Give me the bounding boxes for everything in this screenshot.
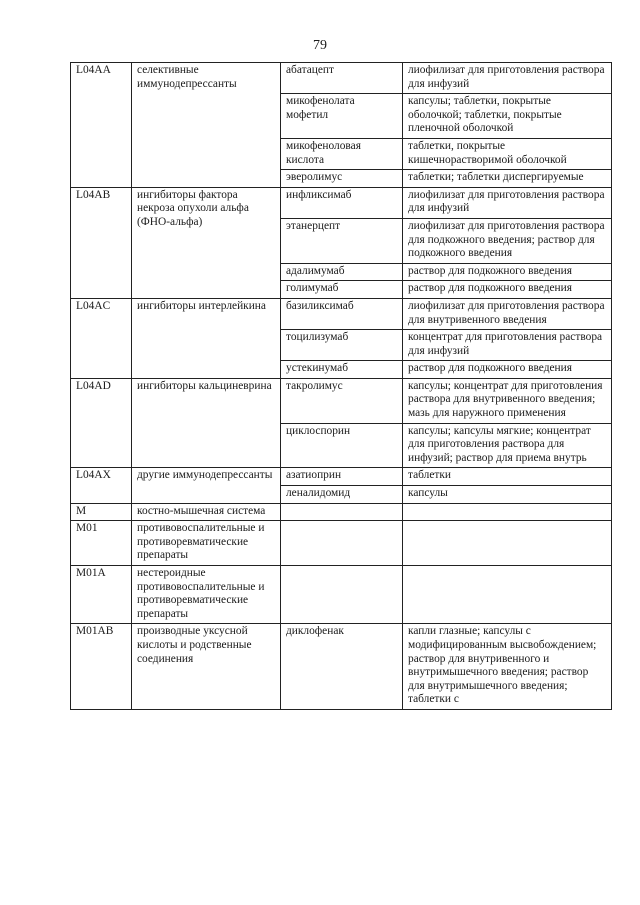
dosage-form: концентрат для приготовления раствора для инфузий bbox=[403, 330, 612, 361]
group-row bbox=[71, 63, 612, 94]
dosage-form: таблетки bbox=[403, 468, 612, 486]
drug-name: такролимус bbox=[281, 378, 403, 423]
atc-code: L04AD bbox=[71, 378, 132, 468]
atc-code: L04AC bbox=[71, 298, 132, 378]
dosage-form: раствор для подкожного введения bbox=[403, 361, 612, 379]
atc-code: M bbox=[71, 503, 132, 521]
drug-name: голимумаб bbox=[281, 281, 403, 299]
group-name: костно-мышечная система bbox=[132, 503, 281, 521]
dosage-form: капсулы; концентрат для приготовления раствора для внутривенного введения; мазь для наружного применения bbox=[403, 378, 612, 423]
group-row bbox=[71, 566, 612, 624]
drug-name bbox=[281, 503, 403, 521]
dosage-form: раствор для подкожного введения bbox=[403, 263, 612, 281]
group-row bbox=[71, 503, 612, 521]
drug-name: инфликсимаб bbox=[281, 187, 403, 218]
group-name: селективные иммунодепрессанты bbox=[132, 63, 281, 188]
atc-code: L04AA bbox=[71, 63, 132, 188]
group-name: противовоспалительные и противоревматические препараты bbox=[132, 521, 281, 566]
atc-code: M01A bbox=[71, 566, 132, 624]
drug-name: тоцилизумаб bbox=[281, 330, 403, 361]
group-row bbox=[71, 521, 612, 566]
group-name: ингибиторы фактора некроза опухоли альфа (ФНО-альфа) bbox=[132, 187, 281, 298]
drug-name: устекинумаб bbox=[281, 361, 403, 379]
dosage-form bbox=[403, 521, 612, 566]
drug-table bbox=[70, 62, 612, 710]
dosage-form: капли глазные; капсулы с модифицированным высвобождением; раствор для внутривенного и внутримышечного введения; раствор для внутримышечного введения; таблетки с bbox=[403, 624, 612, 710]
group-name: другие иммунодепрессанты bbox=[132, 468, 281, 503]
group-row bbox=[71, 378, 612, 423]
dosage-form: лиофилизат для приготовления раствора для подкожного введения; раствор для подкожного введения bbox=[403, 218, 612, 263]
dosage-form bbox=[403, 566, 612, 624]
group-name: нестероидные противовоспалительные и противоревматические препараты bbox=[132, 566, 281, 624]
drug-name: микофеноловая кислота bbox=[281, 138, 403, 169]
dosage-form: таблетки; таблетки диспергируемые bbox=[403, 170, 612, 188]
drug-name: абатацепт bbox=[281, 63, 403, 94]
drug-name: микофенолата мофетил bbox=[281, 94, 403, 139]
dosage-form: раствор для подкожного введения bbox=[403, 281, 612, 299]
drug-name: этанерцепт bbox=[281, 218, 403, 263]
dosage-form: капсулы; капсулы мягкие; концентрат для приготовления раствора для инфузий; раствор для приема внутрь bbox=[403, 423, 612, 468]
group-row bbox=[71, 468, 612, 486]
group-name: ингибиторы кальциневрина bbox=[132, 378, 281, 468]
dosage-form: лиофилизат для приготовления раствора для инфузий bbox=[403, 187, 612, 218]
drug-name bbox=[281, 521, 403, 566]
dosage-form bbox=[403, 503, 612, 521]
drug-name: эверолимус bbox=[281, 170, 403, 188]
dosage-form: лиофилизат для приготовления раствора для инфузий bbox=[403, 63, 612, 94]
drug-name bbox=[281, 566, 403, 624]
group-row bbox=[71, 187, 612, 218]
group-name: ингибиторы интерлейкина bbox=[132, 298, 281, 378]
dosage-form: таблетки, покрытые кишечнорастворимой оболочкой bbox=[403, 138, 612, 169]
group-name: производные уксусной кислоты и родственные соединения bbox=[132, 624, 281, 710]
atc-code: L04AB bbox=[71, 187, 132, 298]
atc-code: L04AX bbox=[71, 468, 132, 503]
atc-code: M01AB bbox=[71, 624, 132, 710]
drug-name: леналидомид bbox=[281, 486, 403, 504]
drug-name: циклоспорин bbox=[281, 423, 403, 468]
atc-code: M01 bbox=[71, 521, 132, 566]
dosage-form: лиофилизат для приготовления раствора для внутривенного введения bbox=[403, 298, 612, 329]
drug-name: адалимумаб bbox=[281, 263, 403, 281]
page-number: 79 bbox=[313, 38, 327, 53]
group-row bbox=[71, 298, 612, 329]
drug-name: диклофенак bbox=[281, 624, 403, 710]
group-row bbox=[71, 624, 612, 710]
drug-name: азатиоприн bbox=[281, 468, 403, 486]
dosage-form: капсулы bbox=[403, 486, 612, 504]
drug-name: базиликсимаб bbox=[281, 298, 403, 329]
dosage-form: капсулы; таблетки, покрытые оболочкой; таблетки, покрытые пленочной оболочкой bbox=[403, 94, 612, 139]
